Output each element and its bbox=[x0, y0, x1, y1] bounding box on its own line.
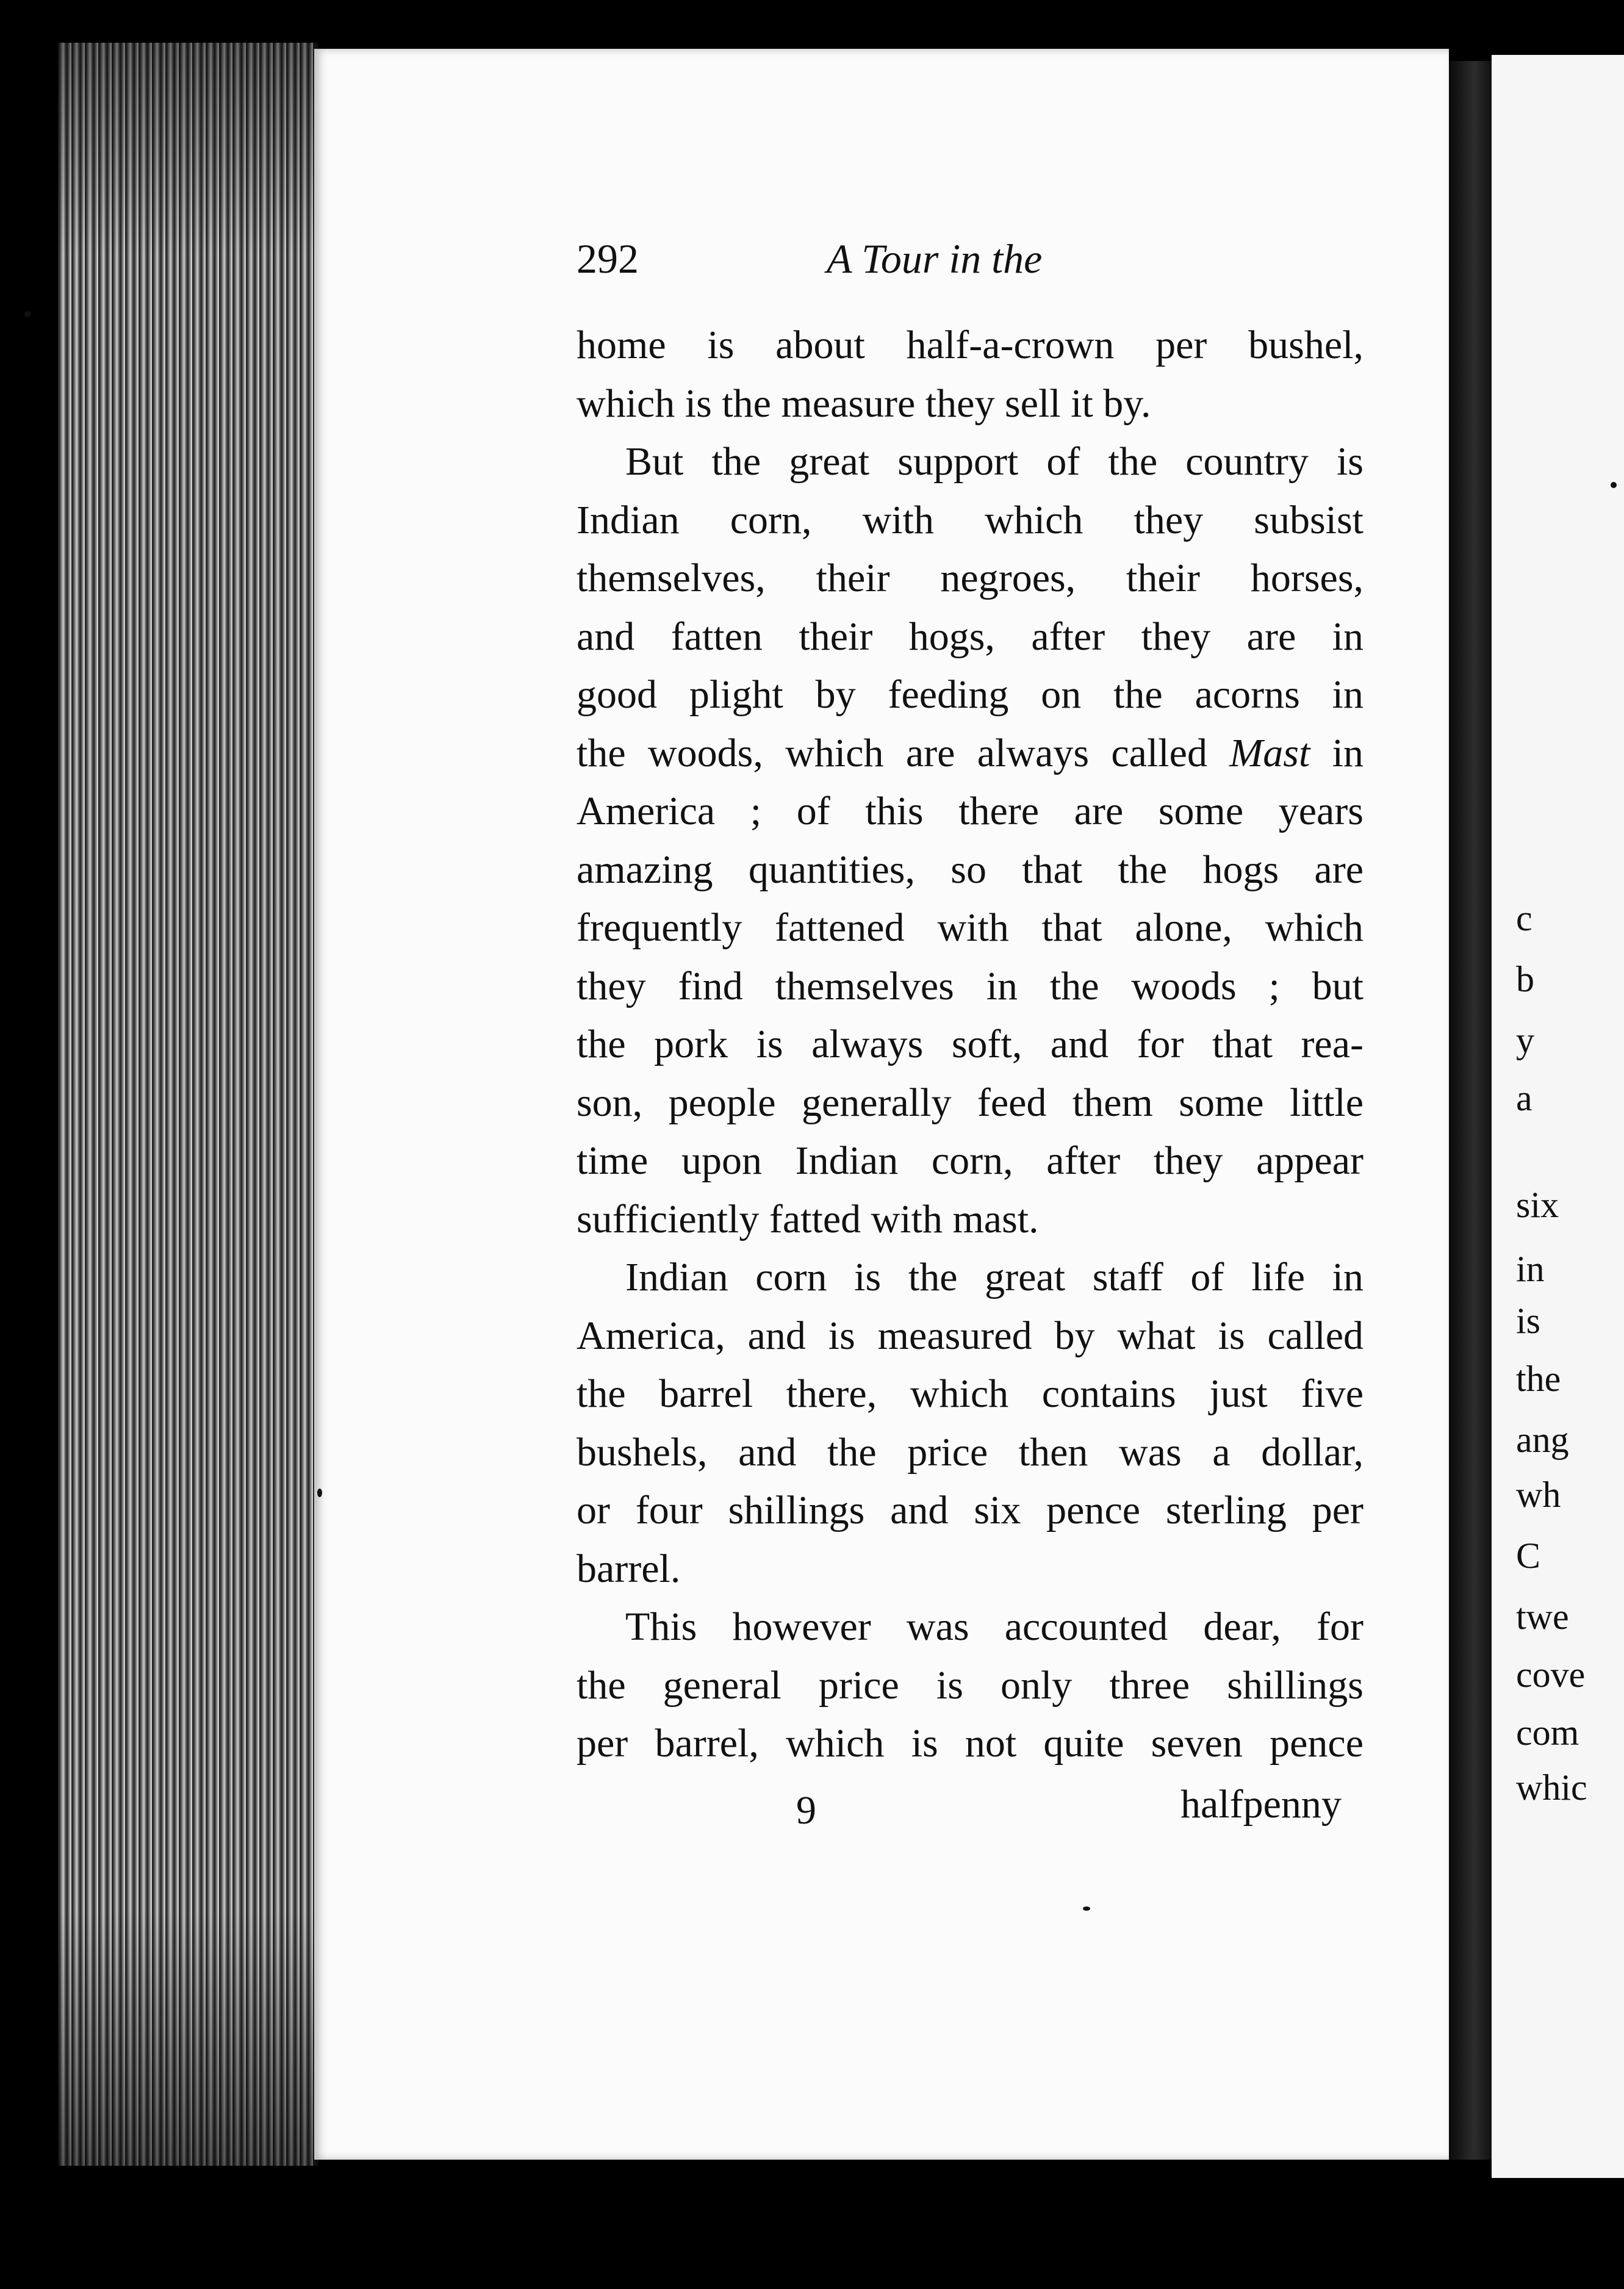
text-line: the pork is always soft, and for that rea- bbox=[577, 1022, 1364, 1066]
text-line: the general price is only three shillings bbox=[577, 1662, 1364, 1708]
facing-fragment: ang bbox=[1516, 1420, 1569, 1460]
text-line: sufficiently fatted with mast. bbox=[577, 1196, 1039, 1242]
paragraph-start-line: But the great support of the country is bbox=[625, 439, 1364, 484]
text-line: time upon Indian corn, after they appear bbox=[577, 1138, 1364, 1183]
text-line: per barrel, which is not quite seven pence bbox=[577, 1721, 1364, 1766]
facing-fragment: twe bbox=[1516, 1597, 1569, 1637]
text-line: son, people generally feed them some little bbox=[577, 1080, 1364, 1125]
text-line: which is the measure they sell it by. bbox=[577, 381, 1151, 426]
text-line: the barrel there, which contains just five bbox=[577, 1371, 1364, 1416]
text-segment: in bbox=[1310, 730, 1364, 775]
facing-fragment: six bbox=[1516, 1185, 1559, 1225]
dust-speck bbox=[1611, 482, 1617, 488]
signature-mark: 9 bbox=[796, 1788, 816, 1833]
facing-fragment: wh bbox=[1516, 1475, 1561, 1515]
facing-fragment: com bbox=[1516, 1712, 1579, 1753]
body-text bbox=[577, 316, 1364, 1773]
facing-fragment: is bbox=[1516, 1301, 1541, 1341]
catchword: halfpenny bbox=[1180, 1782, 1342, 1827]
edge-shadow bbox=[58, 43, 314, 2166]
dust-speck bbox=[317, 1489, 322, 1497]
text-line: and fatten their hogs, after they are in bbox=[577, 614, 1364, 659]
running-title: A Tour in the bbox=[827, 235, 1043, 282]
facing-fragment: cove bbox=[1516, 1655, 1586, 1695]
page-number: 292 bbox=[577, 235, 639, 282]
facing-fragment: the bbox=[1516, 1359, 1561, 1399]
facing-fragment: c bbox=[1516, 898, 1532, 938]
text-line: America ; of this there are some years bbox=[577, 789, 1364, 833]
italic-term: Mast bbox=[1229, 730, 1310, 775]
facing-fragment: a bbox=[1516, 1078, 1532, 1118]
text-line: America, and is measured by what is called bbox=[577, 1313, 1364, 1358]
paragraph-start-line: Indian corn is the great staff of life in bbox=[625, 1255, 1364, 1299]
text-line: bushels, and the price then was a dollar, bbox=[577, 1429, 1364, 1475]
page-header bbox=[577, 235, 1370, 290]
text-line: home is about half-a-crown per bushel, bbox=[577, 323, 1364, 367]
facing-fragment: in bbox=[1516, 1249, 1545, 1289]
text-line: Indian corn, with which they subsist bbox=[577, 497, 1364, 542]
text-line: themselves, their negroes, their horses, bbox=[577, 556, 1364, 600]
text-line: they find themselves in the woods ; but bbox=[577, 963, 1364, 1008]
text-line: amazing quantities, so that the hogs are bbox=[577, 847, 1364, 892]
text-line: or four shillings and six pence sterling per bbox=[577, 1488, 1364, 1533]
facing-fragment: whic bbox=[1516, 1767, 1587, 1808]
text-line bbox=[577, 724, 1364, 783]
paragraph-start-line: This however was accounted dear, for bbox=[625, 1604, 1364, 1649]
book-gutter bbox=[1449, 61, 1492, 2160]
facing-page bbox=[1492, 55, 1624, 2178]
dust-speck bbox=[24, 311, 31, 317]
facing-fragment: b bbox=[1516, 959, 1534, 999]
facing-fragment: C bbox=[1516, 1536, 1541, 1576]
dust-speck bbox=[1083, 1906, 1090, 1911]
facing-fragment: y bbox=[1516, 1020, 1534, 1060]
text-line: good plight by feeding on the acorns in bbox=[577, 672, 1364, 717]
text-segment: the woods, which are always called bbox=[577, 730, 1230, 775]
text-line: frequently fattened with that alone, which bbox=[577, 905, 1364, 950]
text-line: barrel. bbox=[577, 1546, 681, 1591]
